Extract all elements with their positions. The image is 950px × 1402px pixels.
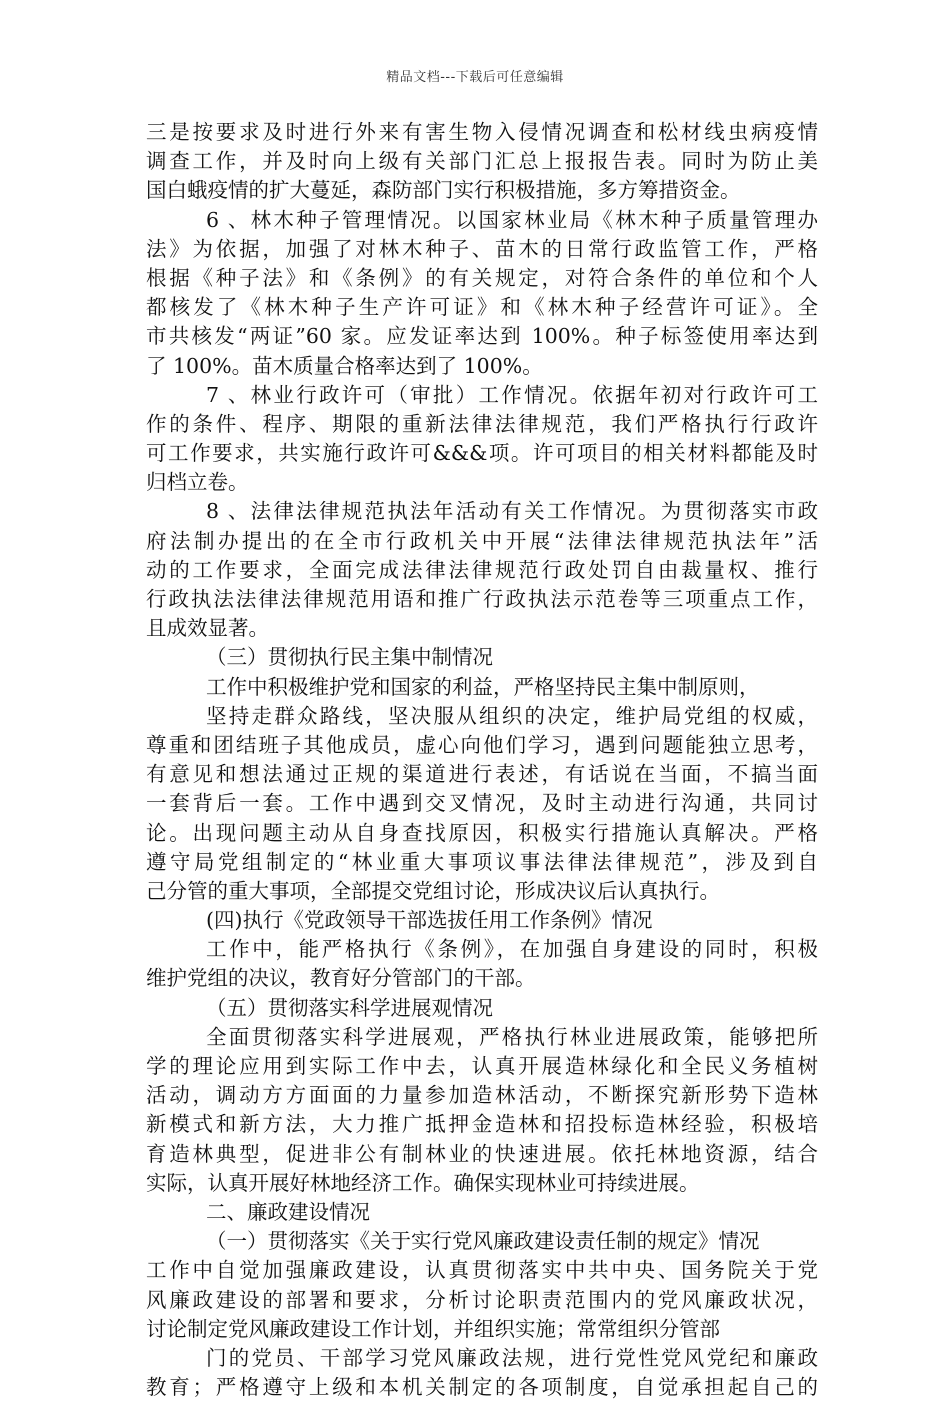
text-line: 活动，调动方方面面的力量参加造林活动，不断探究新形势下造林 <box>146 1083 818 1108</box>
text-line: 三是按要求及时进行外来有害生物入侵情况调查和松材线虫病疫情 <box>146 120 818 144</box>
text-line: 作的条件、程序、期限的重新法律法律规范，我们严格执行行政许 <box>146 411 818 436</box>
text-line: 工作中，能严格执行《条例》，在加强自身建设的同时，积极 <box>206 937 818 962</box>
text-line: 有意见和想法通过正规的渠道进行表述，有话说在当面，不搞当面 <box>146 762 818 787</box>
text-line: 工作中自觉加强廉政建设，认真贯彻落实中共中央、国务院关于党 <box>146 1258 818 1283</box>
text-line: 动的工作要求，全面完成法律法律规范行政处罚自由裁量权、推行 <box>146 557 818 582</box>
text-line: 全面贯彻落实科学进展观，严格执行林业进展政策，能够把所 <box>206 1024 818 1049</box>
text-line: 工作中积极维护党和国家的利益，严格坚持民主集中制原则， <box>206 674 760 699</box>
text-line: （三）贯彻执行民主集中制情况 <box>206 645 493 670</box>
text-line: 二、廉政建设情况 <box>206 1199 370 1224</box>
text-line: 归档立卷。 <box>146 470 249 495</box>
text-line: 且成效显著。 <box>146 616 269 641</box>
text-line: 维护党组的决议，教育好分管部门的干部。 <box>146 966 536 991</box>
text-line: 8 、法律法律规范执法年活动有关工作情况。为贯彻落实市政 <box>206 499 818 524</box>
text-line: （五）贯彻落实科学进展观情况 <box>206 995 493 1020</box>
text-line: 市共核发“两证”60 家。应发证率达到 100%。种子标签使用率达到 <box>146 324 818 349</box>
text-line: 府法制办提出的在全市行政机关中开展“法律法律规范执法年”活 <box>146 528 818 553</box>
text-line: 学的理论应用到实际工作中去，认真开展造林绿化和全民义务植树 <box>146 1054 818 1078</box>
text-line: 了 100%。苗木质量合格率达到了 100%。 <box>146 353 543 378</box>
text-line: 调查工作，并及时向上级有关部门汇总上报报告表。同时为防止美 <box>146 149 818 174</box>
text-line: 尊重和团结班子其他成员，虚心向他们学习，遇到问题能独立思考， <box>146 732 818 757</box>
text-line: 可工作要求，共实施行政许可&&&项。许可项目的相关材料都能及时 <box>146 441 818 466</box>
text-line: 都核发了《林木种子生产许可证》和《林木种子经营许可证》。全 <box>146 295 818 320</box>
text-line: 坚持走群众路线，坚决服从组织的决定，维护局党组的权威， <box>206 703 818 728</box>
text-line: （一）贯彻落实《关于实行党风廉政建设责任制的规定》情况 <box>206 1229 760 1254</box>
text-line: 遵守局党组制定的“林业重大事项议事法律法律规范”，涉及到自 <box>146 849 818 874</box>
text-line: 己分管的重大事项，全部提交党组讨论，形成决议后认真执行。 <box>146 878 720 903</box>
text-line: 实际，认真开展好林地经济工作。确保实现林业可持续进展。 <box>146 1170 700 1195</box>
text-line: 根据《种子法》和《条例》的有关规定，对符合条件的单位和个人 <box>146 265 818 290</box>
text-line: 教育；严格遵守上级和本机关制定的各项制度，自觉承担起自己的 <box>146 1375 818 1400</box>
text-line: 论。出现问题主动从自身查找原因，积极实行措施认真解决。严格 <box>146 820 818 845</box>
text-line: 一套背后一套。工作中遇到交叉情况，及时主动进行沟通，共同讨 <box>146 791 818 816</box>
text-line: 讨论制定党风廉政建设工作计划，并组织实施；常常组织分管部 <box>146 1316 720 1341</box>
document-body <box>146 118 818 1402</box>
text-line: 行政执法法律法律规范用语和推广行政执法示范卷等三项重点工作， <box>146 587 818 611</box>
text-line: 新模式和新方法，大力推广抵押金造林和招投标造林经验，积极培 <box>146 1112 818 1137</box>
text-line: 6 、林木种子管理情况。以国家林业局《林木种子质量管理办 <box>206 207 818 232</box>
page-header: 精品文档---下载后可任意编辑 <box>386 70 564 85</box>
text-line: 法》为依据，加强了对林木种子、苗木的日常行政监管工作，严格 <box>146 236 818 261</box>
text-line: (四)执行《党政领导干部选拔任用工作条例》情况 <box>206 908 653 933</box>
text-line: 育造林典型，促进非公有制林业的快速进展。依托林地资源，结合 <box>146 1141 818 1166</box>
text-line: 风廉政建设的部署和要求，分析讨论职责范围内的党风廉政状况， <box>146 1287 818 1312</box>
text-line: 门的党员、干部学习党风廉政法规，进行党性党风党纪和廉政 <box>206 1345 818 1370</box>
text-line: 国白蛾疫情的扩大蔓延，森防部门实行积极措施，多方筹措资金。 <box>146 178 741 203</box>
text-line: 7 、林业行政许可（审批）工作情况。依据年初对行政许可工 <box>206 382 818 407</box>
